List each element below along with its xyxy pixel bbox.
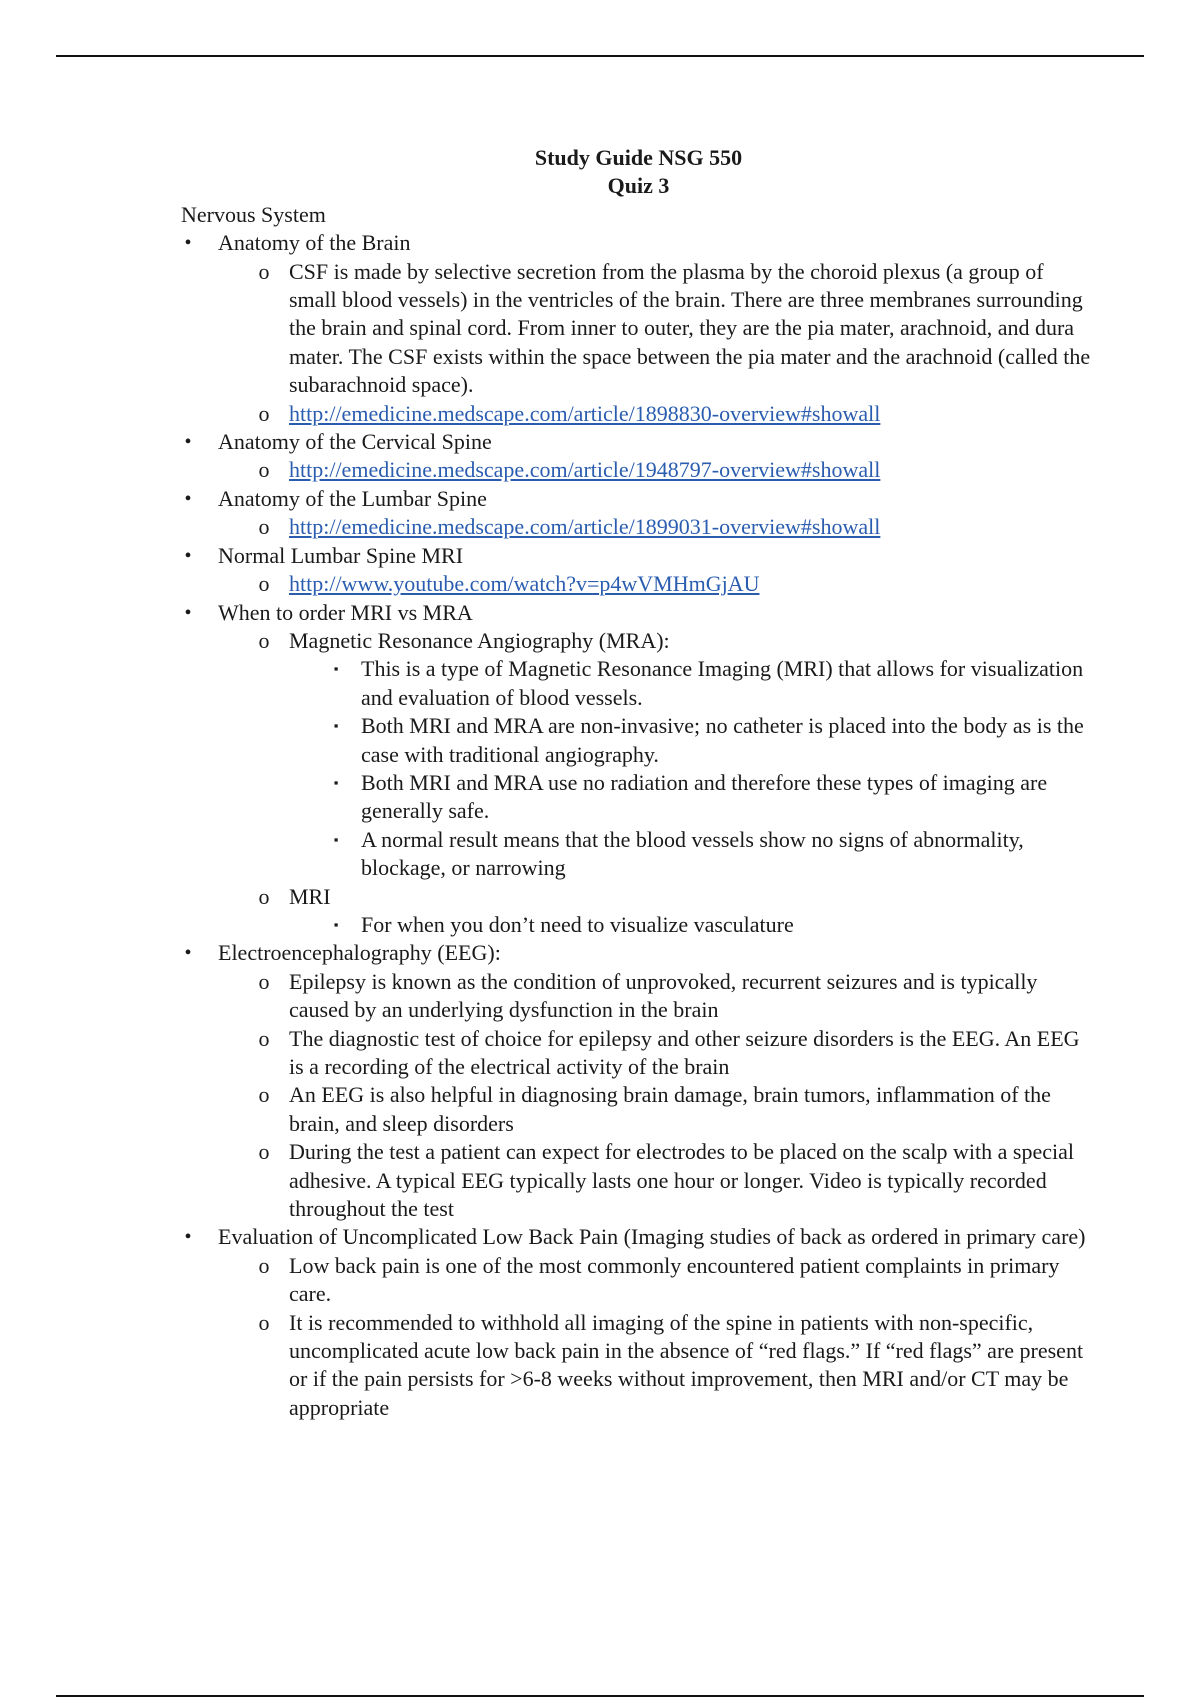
list-item bbox=[181, 769, 1096, 826]
list-item bbox=[181, 939, 1096, 1223]
item-label: Evaluation of Uncomplicated Low Back Pain (Imaging studies of back as ordered in primary care) bbox=[218, 1224, 1086, 1250]
circle-bullet-icon: o bbox=[258, 1252, 270, 1278]
item-text: A normal result means that the blood vessels show no signs of abnormality, blockage, or narrowing bbox=[361, 826, 1024, 881]
list-item bbox=[181, 485, 1096, 542]
item-text: For when you don’t need to visualize vasculature bbox=[361, 911, 794, 937]
list-item bbox=[181, 968, 1096, 1025]
circle-bullet-icon: o bbox=[258, 883, 270, 909]
section-heading: Nervous System bbox=[181, 201, 326, 227]
circle-bullet-icon: o bbox=[258, 1082, 270, 1108]
bullet-icon: • bbox=[184, 544, 192, 567]
circle-bullet-icon: o bbox=[258, 627, 270, 653]
item-text: An EEG is also helpful in diagnosing brain damage, brain tumors, inflammation of the brain, and sleep disorders bbox=[289, 1082, 1051, 1136]
item-text: This is a type of Magnetic Resonance Imaging (MRI) that allows for visualization and evaluation of blood vessels. bbox=[361, 656, 1084, 710]
list-item bbox=[181, 456, 1096, 484]
list-item bbox=[181, 513, 1096, 541]
document-title: Study Guide NSG 550 bbox=[534, 145, 743, 170]
circle-bullet-icon: o bbox=[258, 1309, 270, 1335]
brain-anatomy-link[interactable]: http://emedicine.medscape.com/article/1898830-overview#showall bbox=[289, 400, 881, 426]
bullet-icon: • bbox=[184, 942, 192, 965]
item-label: Anatomy of the Cervical Spine bbox=[218, 429, 492, 455]
list-item bbox=[181, 599, 1096, 940]
list-item bbox=[181, 1309, 1096, 1423]
circle-bullet-icon: o bbox=[258, 1139, 270, 1165]
list-item bbox=[181, 911, 1096, 939]
list-item bbox=[181, 400, 1096, 428]
item-label: Electroencephalography (EEG): bbox=[218, 940, 501, 966]
item-text: Magnetic Resonance Angiography (MRA): bbox=[289, 627, 670, 653]
list-item bbox=[181, 258, 1096, 400]
list-item bbox=[181, 627, 1096, 883]
list-item bbox=[181, 1081, 1096, 1138]
circle-bullet-icon: o bbox=[258, 1025, 270, 1051]
list-item bbox=[181, 826, 1096, 883]
title-block bbox=[181, 144, 1096, 201]
lumbar-spine-link[interactable]: http://emedicine.medscape.com/article/1899031-overview#showall bbox=[289, 514, 881, 540]
list-item bbox=[181, 542, 1096, 599]
cervical-spine-link[interactable]: http://emedicine.medscape.com/article/1948797-overview#showall bbox=[289, 457, 881, 483]
list-item bbox=[181, 655, 1096, 712]
lumbar-mri-video-link[interactable]: http://www.youtube.com/watch?v=p4wVMHmGjAU bbox=[289, 571, 760, 597]
item-text: Both MRI and MRA use no radiation and therefore these types of imaging are generally safe. bbox=[361, 769, 1048, 824]
circle-bullet-icon: o bbox=[258, 400, 270, 426]
item-text: Epilepsy is known as the condition of unprovoked, recurrent seizures and is typically caused by an underlying dysfunction in the brain bbox=[289, 968, 1038, 1023]
square-bullet-icon: ▪ bbox=[333, 718, 339, 734]
list-item bbox=[181, 712, 1096, 769]
document-subtitle: Quiz 3 bbox=[607, 173, 670, 199]
item-label: Anatomy of the Brain bbox=[218, 230, 411, 256]
list-item bbox=[181, 1223, 1096, 1422]
circle-bullet-icon: o bbox=[258, 571, 270, 597]
item-text: During the test a patient can expect for electrodes to be placed on the scalp with a special adhesive. A typical EEG typically lasts one hour or longer. Video is typically recorded throughout the test bbox=[289, 1139, 1074, 1222]
circle-bullet-icon: o bbox=[258, 457, 270, 483]
bullet-icon: • bbox=[184, 487, 192, 510]
outline-list bbox=[181, 229, 1096, 1422]
circle-bullet-icon: o bbox=[258, 968, 270, 994]
item-text: Low back pain is one of the most commonly encountered patient complaints in primary care. bbox=[289, 1252, 1060, 1307]
header-rule bbox=[56, 55, 1144, 57]
square-bullet-icon: ▪ bbox=[333, 831, 339, 847]
item-label: Anatomy of the Lumbar Spine bbox=[218, 485, 487, 511]
square-bullet-icon: ▪ bbox=[333, 916, 339, 932]
square-bullet-icon: ▪ bbox=[333, 774, 339, 790]
bullet-icon: • bbox=[184, 1226, 192, 1249]
item-label: When to order MRI vs MRA bbox=[218, 599, 473, 625]
bullet-icon: • bbox=[184, 601, 192, 624]
item-text: CSF is made by selective secretion from the plasma by the choroid plexus (a group of small blood vessels) in the ventricles of the brain. There are three membranes surrounding the brain and spinal cord. From inner to outer, they are the pia mater, arachnoid, and dura mater. The CSF exists within the space between the pia mater and the arachnoid (called the subarachnoid space). bbox=[289, 258, 1091, 398]
item-text: MRI bbox=[289, 883, 331, 909]
circle-bullet-icon: o bbox=[258, 258, 270, 284]
bullet-icon: • bbox=[184, 431, 192, 454]
square-bullet-icon: ▪ bbox=[333, 661, 339, 677]
list-item bbox=[181, 570, 1096, 598]
item-label: Normal Lumbar Spine MRI bbox=[218, 542, 464, 568]
list-item bbox=[181, 883, 1096, 940]
list-item bbox=[181, 1025, 1096, 1082]
bullet-icon: • bbox=[184, 232, 192, 255]
item-text: Both MRI and MRA are non-invasive; no catheter is placed into the body as is the case with traditional angiography. bbox=[361, 713, 1084, 767]
item-text: It is recommended to withhold all imaging of the spine in patients with non-specific, uncomplicated acute low back pain in the absence of “red flags.” If “red flags” are present or if the pain persists for >6-8 weeks without improvement, then MRI and/or CT may be appropriate bbox=[289, 1309, 1084, 1420]
circle-bullet-icon: o bbox=[258, 514, 270, 540]
document-body bbox=[181, 144, 1096, 1422]
item-text: The diagnostic test of choice for epilepsy and other seizure disorders is the EEG. An EEG is a recording of the electrical activity of the brain bbox=[289, 1025, 1080, 1079]
list-item bbox=[181, 428, 1096, 485]
list-item bbox=[181, 229, 1096, 428]
list-item bbox=[181, 1138, 1096, 1223]
footer-rule bbox=[56, 1695, 1144, 1697]
list-item bbox=[181, 1252, 1096, 1309]
